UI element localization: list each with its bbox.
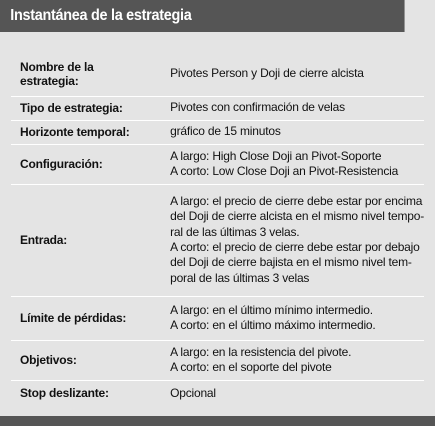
row-value (158, 120, 424, 144)
value-line: ral de las últimas 3 velas. (170, 224, 300, 239)
row-objetivos (11, 340, 424, 380)
value-line: Opcional (170, 385, 216, 400)
row-label: Stop deslizante: (20, 386, 109, 401)
value-line: A largo: el precio de cierre debe estar por encima (170, 194, 423, 209)
row-value (158, 96, 424, 120)
row-value (158, 52, 424, 96)
row-label: Horizonte temporal: (11, 120, 158, 144)
row-limite (11, 296, 424, 340)
row-configuracion (11, 144, 424, 184)
bottom-bar (0, 416, 435, 426)
row-horizonte (11, 120, 424, 144)
value-line: del Doji de cierre alcista en el mismo nivel tempo- (170, 209, 424, 224)
row-label: Configuración: (11, 144, 158, 184)
strategy-table-area (11, 52, 424, 406)
row-nombre (11, 52, 424, 96)
value-line: A largo: High Close Doji an Pivot-Soporte (170, 148, 382, 163)
row-tipo (11, 96, 424, 120)
strategy-table (11, 52, 424, 406)
row-entrada (11, 184, 424, 296)
value-line: A largo: en la resistencia del pivote. (170, 344, 352, 359)
value-line: A largo: en el último mínimo intermedio. (170, 302, 373, 317)
card-title: Instantánea de la estrategia (0, 0, 405, 32)
row-value (158, 296, 424, 340)
row-label: Nombre de la estrategia: (11, 52, 158, 96)
value-line: poral de las últimas 3 velas (170, 270, 310, 285)
row-label: Objetivos: (11, 340, 158, 380)
value-line: Pivotes con confirmación de velas (170, 100, 345, 115)
value-line: A corto: en el último máximo intermedio. (170, 318, 376, 332)
row-stop (11, 380, 424, 406)
row-label: Límite de pérdidas: (11, 296, 158, 340)
value-line: A corto: en el soporte del pivote (170, 360, 332, 374)
value-line: del Doji de cierre bajista en el mismo nivel tem- (170, 255, 412, 270)
value-line: A corto: Low Close Doji an Pivot-Resistencia (170, 164, 399, 178)
row-value (158, 380, 424, 406)
row-label: Tipo de estrategia: (11, 96, 158, 120)
row-value (158, 184, 424, 296)
value-line: A corto: el precio de cierre debe estar por debajo (170, 240, 420, 254)
row-label: Entrada: (11, 184, 158, 296)
row-value (158, 144, 424, 184)
value-line: gráfico de 15 minutos (170, 124, 281, 139)
value-line: Pivotes Person y Doji de cierre alcista (170, 66, 364, 81)
row-value (158, 340, 424, 380)
